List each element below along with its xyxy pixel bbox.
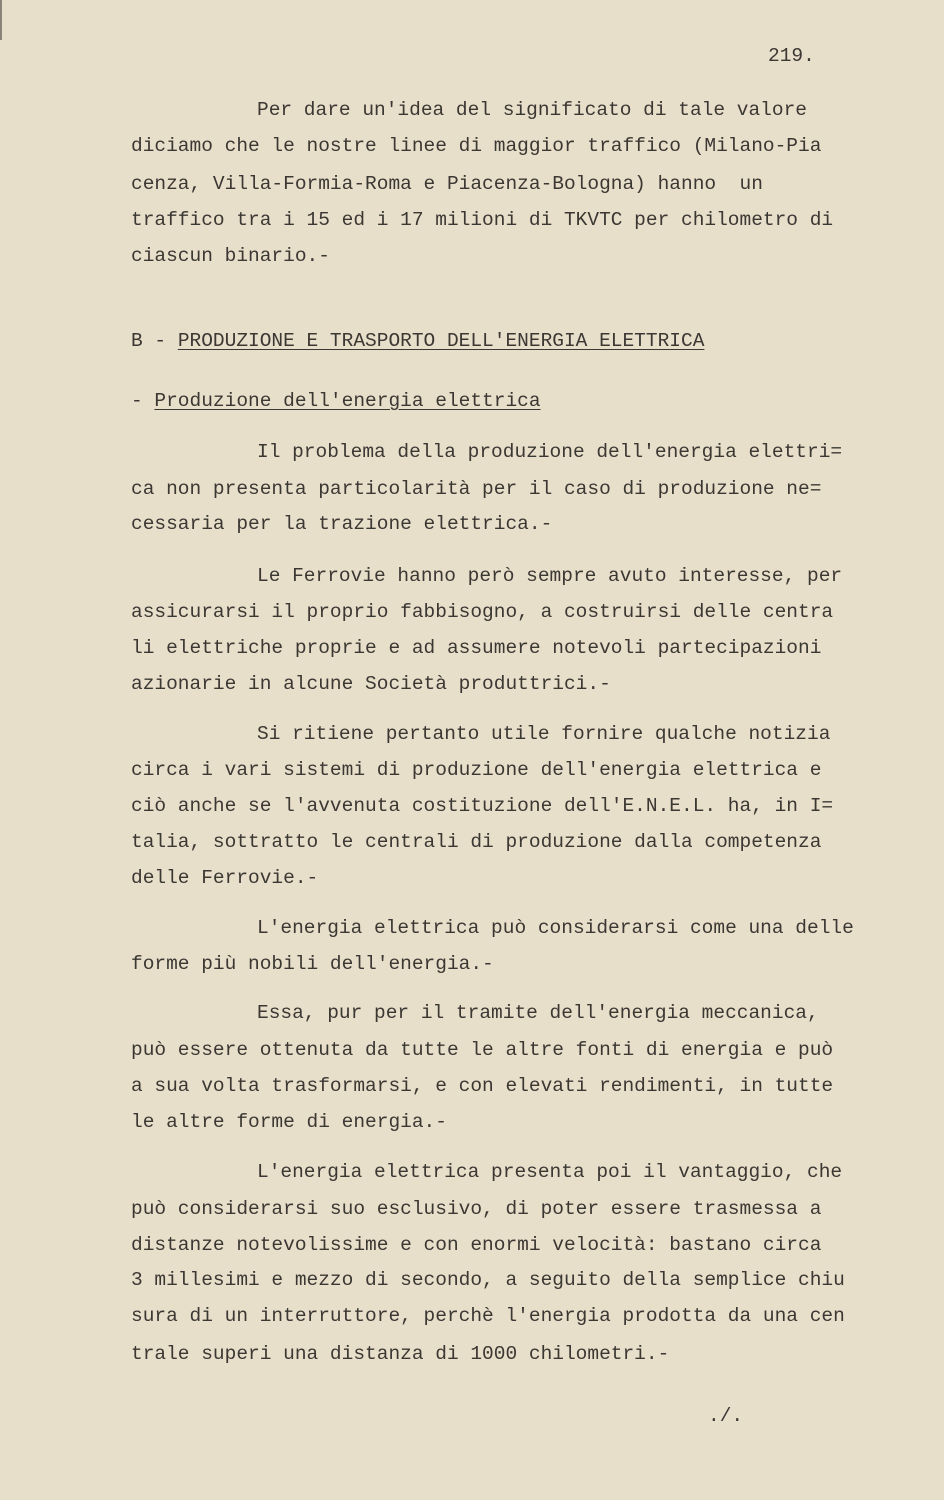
paragraph-4-line-2: circa i vari sistemi di produzione dell'energia elettrica e: [131, 759, 822, 781]
paragraph-6-line-3: a sua volta trasformarsi, e con elevati rendimenti, in tutte: [131, 1075, 834, 1097]
paragraph-7-line-4: 3 millesimi e mezzo di secondo, a seguito della semplice chiu: [131, 1269, 845, 1291]
paragraph-6-line-4: le altre forme di energia.-: [131, 1111, 447, 1133]
paragraph-3-line-3: li elettriche proprie e ad assumere notevoli partecipazioni: [131, 637, 822, 659]
paragraph-7-line-1: L'energia elettrica presenta poi il vantaggio, che: [257, 1161, 843, 1183]
paragraph-3-line-1: Le Ferrovie hanno però sempre avuto interesse, per: [257, 565, 843, 587]
paragraph-6-line-2: può essere ottenuta da tutte le altre fonti di energia e può: [131, 1039, 834, 1061]
section-heading: [131, 329, 704, 353]
paragraph-2-line-2: ca non presenta particolarità per il caso di produzione ne=: [131, 478, 822, 500]
paragraph-4-line-3: ciò anche se l'avvenuta costituzione dell'E.N.E.L. ha, in I=: [131, 795, 834, 817]
paragraph-7-line-5: sura di un interruttore, perchè l'energia prodotta da una cen: [131, 1305, 845, 1327]
paragraph-4-line-4: talia, sottratto le centrali di produzione dalla competenza: [131, 831, 822, 853]
paragraph-7-line-2: può considerarsi suo esclusivo, di poter essere trasmessa a: [131, 1198, 822, 1220]
paragraph-1-line-2: diciamo che le nostre linee di maggior traffico (Milano-Pia: [131, 135, 822, 157]
paragraph-1-line-5: ciascun binario.-: [131, 245, 330, 267]
paragraph-1-line-3: cenza, Villa-Formia-Roma e Piacenza-Bologna) hanno un: [131, 173, 763, 195]
paragraph-4-line-5: delle Ferrovie.-: [131, 867, 319, 889]
paragraph-1-line-1: Per dare un'idea del significato di tale valore: [257, 99, 807, 121]
paragraph-7-line-3: distanze notevolissime e con enormi velocità: bastano circa: [131, 1234, 822, 1256]
subsection-heading-prefix: -: [131, 390, 155, 412]
paragraph-5-line-2: forme più nobili dell'energia.-: [131, 953, 494, 975]
subsection-heading: [131, 389, 541, 413]
paragraph-3-line-2: assicurarsi il proprio fabbisogno, a costruirsi delle centra: [131, 601, 834, 623]
paragraph-1-line-4: traffico tra i 15 ed i 17 milioni di TKVTC per chilometro di: [131, 209, 834, 231]
continuation-mark: ./.: [708, 1405, 744, 1427]
page-edge: [0, 0, 2, 40]
subsection-heading-title: Produzione dell'energia elettrica: [154, 390, 541, 412]
page-number: 219.: [768, 45, 815, 67]
paragraph-3-line-4: azionarie in alcune Società produttrici.-: [131, 673, 611, 695]
section-heading-prefix: B -: [131, 330, 178, 352]
paragraph-2-line-1: Il problema della produzione dell'energia elettri=: [257, 441, 843, 463]
paragraph-7-line-6: trale superi una distanza di 1000 chilometri.-: [131, 1343, 670, 1365]
paragraph-4-line-1: Si ritiene pertanto utile fornire qualche notizia: [257, 723, 831, 745]
section-heading-title: PRODUZIONE E TRASPORTO DELL'ENERGIA ELETTRICA: [177, 330, 705, 352]
paragraph-5-line-1: L'energia elettrica può considerarsi come una delle: [257, 917, 854, 939]
paragraph-2-line-3: cessaria per la trazione elettrica.-: [131, 513, 553, 535]
paragraph-6-line-1: Essa, pur per il tramite dell'energia meccanica,: [257, 1002, 819, 1024]
